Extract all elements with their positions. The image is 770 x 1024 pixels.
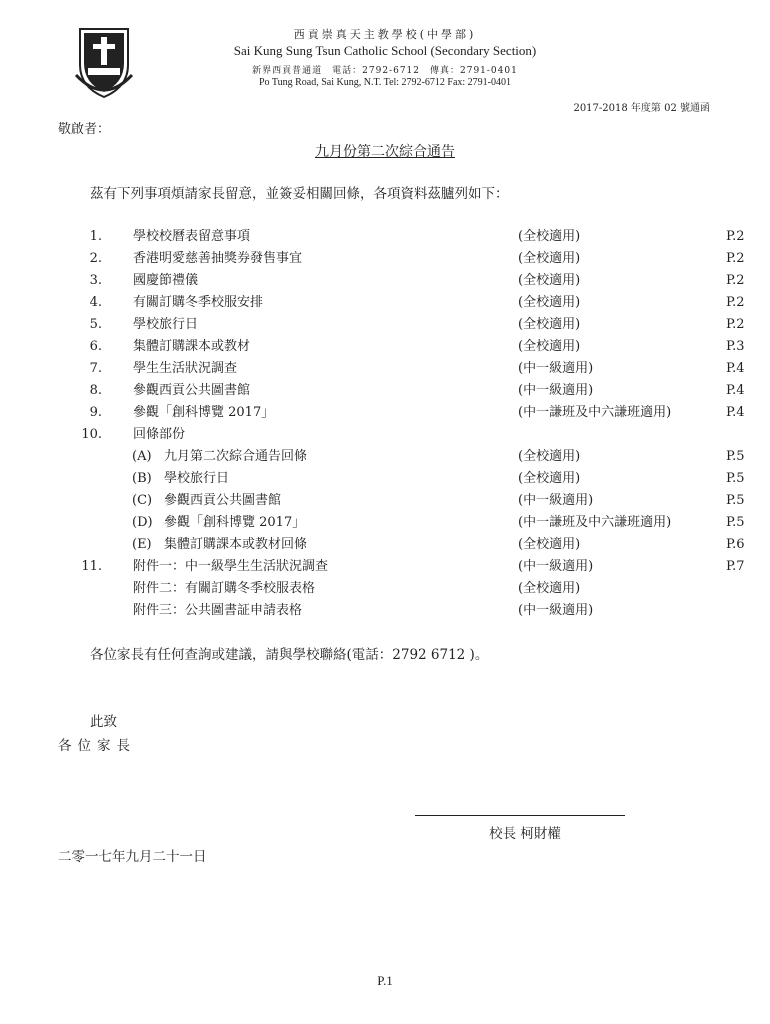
subitem-page: P.5 [726, 515, 745, 530]
list-item [80, 402, 745, 424]
item-label: 附件一：中一級學生生活狀況調查 [133, 559, 329, 574]
subitem-letter: (D) [132, 515, 153, 530]
list-subitem [132, 512, 745, 534]
list-item [80, 556, 745, 578]
item-page: P.4 [726, 361, 745, 376]
subitem-letter: (B) [132, 471, 152, 486]
school-name-chinese: 西貢崇真天主教學校(中學部) [293, 28, 477, 41]
list-subitem [132, 468, 745, 490]
school-address-chinese: 新界西貢普通道 電話：2792-6712 傳真：2791-0401 [252, 66, 518, 76]
item-number: 4. [89, 295, 102, 310]
item-number: 11. [81, 559, 102, 574]
subitem-scope: (中一謙班及中六謙班適用) [518, 515, 672, 530]
list-item [80, 292, 745, 314]
recipient-parents: 各位家長 [58, 738, 136, 754]
item-label: 有關訂購冬季校服安排 [133, 295, 264, 310]
item-number: 2. [89, 251, 102, 266]
item-label: 學生生活狀況調查 [133, 361, 238, 376]
item-label: 參觀西貢公共圖書館 [133, 383, 251, 398]
subitem-letter: (A) [132, 449, 152, 464]
attachment-label: 附件三：公共圖書証申請表格 [133, 603, 303, 618]
item-scope: (中一級適用) [518, 361, 594, 376]
attachment-item [80, 578, 720, 600]
item-page: P.7 [726, 559, 745, 574]
salutation: 敬啟者： [58, 122, 111, 137]
subitem-letter: (C) [132, 493, 153, 508]
page-number: P.1 [377, 973, 393, 988]
list-item [80, 270, 745, 292]
principal-name: 校長 柯財權 [489, 826, 561, 842]
list-subitem [132, 446, 745, 468]
item-scope: (中一級適用) [518, 383, 594, 398]
school-address-english: Po Tung Road, Sai Kung, N.T. Tel: 2792-6712 Fax: 2791-0401 [259, 77, 511, 88]
item-scope: (中一謙班及中六謙班適用) [518, 405, 672, 420]
attachment-label: 附件二：有關訂購冬季校服表格 [133, 581, 316, 596]
subitem-scope: (中一級適用) [518, 493, 594, 508]
list-item [80, 424, 720, 446]
list-item [80, 380, 745, 402]
item-number: 7. [89, 361, 102, 376]
subitem-page: P.5 [726, 471, 745, 486]
item-page: P.2 [726, 295, 745, 310]
item-page: P.2 [726, 273, 745, 288]
item-number: 5. [89, 317, 102, 332]
list-item [80, 336, 745, 358]
list-subitem [132, 490, 745, 512]
attachment-scope: (全校適用) [518, 581, 581, 596]
item-number: 1. [89, 229, 102, 244]
item-page: P.2 [726, 317, 745, 332]
attachment-scope: (中一級適用) [518, 603, 594, 618]
subitem-page: P.5 [726, 449, 745, 464]
list-item [80, 226, 745, 248]
intro-paragraph: 茲有下列事項煩請家長留意，並簽妥相關回條，各項資料茲臚列如下： [90, 186, 509, 202]
subitem-label: 參觀西貢公共圖書館 [164, 493, 282, 508]
item-label: 國慶節禮儀 [133, 273, 199, 288]
subitem-label: 學校旅行日 [164, 471, 230, 486]
item-number: 6. [89, 339, 102, 354]
list-item [80, 314, 745, 336]
item-number: 8. [89, 383, 102, 398]
item-label: 學校旅行日 [133, 317, 199, 332]
item-number: 3. [89, 273, 102, 288]
item-scope: (中一級適用) [518, 559, 594, 574]
school-crest-logo [74, 25, 134, 99]
subitem-label: 參觀「創科博覽 2017」 [164, 515, 306, 530]
school-name-english: Sai Kung Sung Tsun Catholic School (Secondary Section) [233, 43, 537, 58]
attachment-item [80, 600, 720, 622]
subitem-scope: (全校適用) [518, 449, 581, 464]
subitem-scope: (全校適用) [518, 471, 581, 486]
item-label: 香港明愛慈善抽獎券發售事宜 [133, 251, 303, 266]
subitem-letter: (E) [132, 537, 152, 552]
ci-zhi-line: 此致 [90, 714, 117, 730]
issue-date: 二零一七年九月二十一日 [58, 849, 207, 865]
item-label: 參觀「創科博覽 2017」 [133, 405, 275, 420]
subitem-label: 集體訂購課本或教材回條 [164, 537, 308, 552]
item-number: 10. [81, 427, 102, 442]
closing-paragraph: 各位家長有任何查詢或建議，請與學校聯絡(電話：2792 6712 )。 [90, 647, 489, 663]
item-label: 學校校曆表留意事項 [133, 229, 251, 244]
item-label: 回條部份 [133, 427, 186, 442]
signature-line [415, 815, 625, 816]
list-item [80, 358, 745, 380]
subitem-label: 九月第二次綜合通告回條 [164, 449, 308, 464]
notice-number: 2017-2018 年度第 02 號通函 [573, 103, 710, 114]
item-page: P.4 [726, 383, 745, 398]
notice-title: 九月份第二次綜合通告 [315, 144, 455, 160]
item-label: 集體訂購課本或教材 [133, 339, 251, 354]
item-page: P.2 [726, 251, 745, 266]
item-scope: (全校適用) [518, 229, 581, 244]
item-scope: (全校適用) [518, 273, 581, 288]
item-page: P.2 [726, 229, 745, 244]
item-scope: (全校適用) [518, 295, 581, 310]
item-number: 9. [89, 405, 102, 420]
subitem-scope: (全校適用) [518, 537, 581, 552]
subitem-page: P.6 [726, 537, 745, 552]
list-item [80, 248, 745, 270]
list-subitem [132, 534, 745, 556]
item-scope: (全校適用) [518, 251, 581, 266]
item-scope: (全校適用) [518, 339, 581, 354]
item-page: P.3 [726, 339, 745, 354]
item-page: P.4 [726, 405, 745, 420]
item-scope: (全校適用) [518, 317, 581, 332]
subitem-page: P.5 [726, 493, 745, 508]
